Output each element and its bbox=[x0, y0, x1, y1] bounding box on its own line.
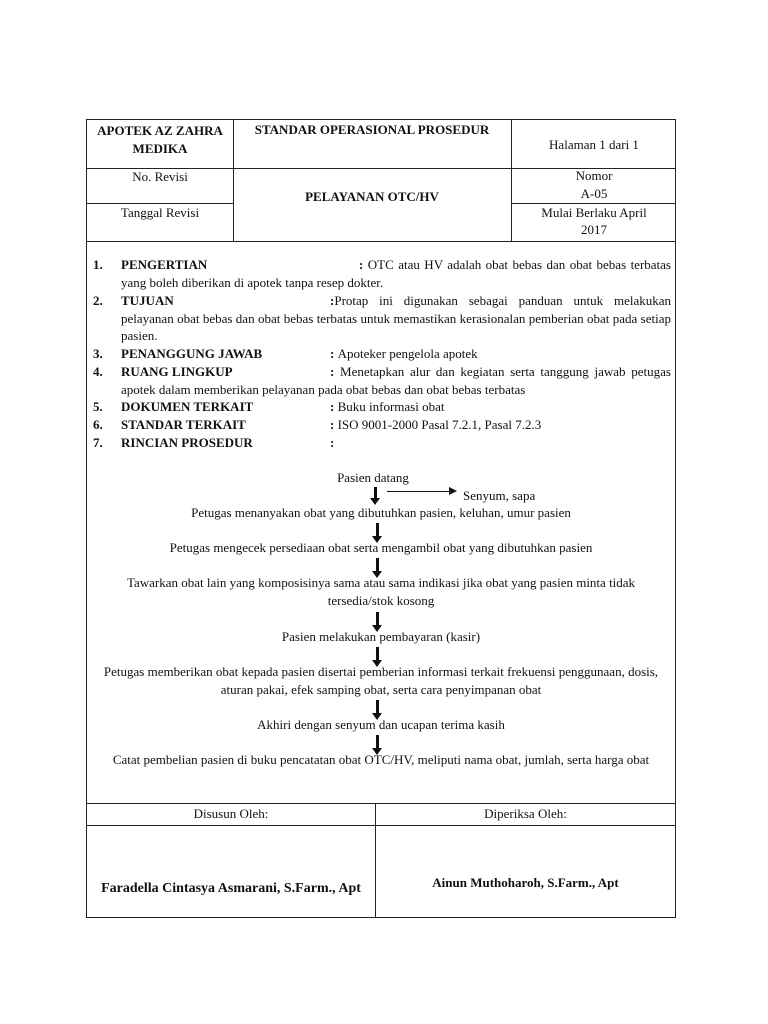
section-2: 2. TUJUAN :Protap ini digunakan sebagai panduan untuk melakukan pelayanan obat bebas dan obat bebas terbatas untuk memastikan kerasionalan pemberian obat pada setiap pasien. bbox=[93, 293, 671, 343]
section-heading: RUANG LINGKUP bbox=[121, 364, 233, 379]
section-number: 2. bbox=[93, 293, 103, 308]
section-5: 5. DOKUMEN TERKAIT : Buku informasi obat bbox=[93, 399, 445, 414]
section-heading: TUJUAN bbox=[121, 293, 174, 308]
section-text: Apoteker pengelola apotek bbox=[337, 346, 478, 361]
flow-start: Pasien datang bbox=[337, 470, 409, 485]
flow-step-2: Petugas mengecek persediaan obat serta mengambil obat yang dibutuhkan pasien bbox=[169, 540, 593, 555]
number-value: A-05 bbox=[580, 186, 608, 201]
prepared-by-label: Disusun Oleh: bbox=[193, 806, 269, 821]
doc-type: STANDAR OPERASIONAL PROSEDUR bbox=[254, 122, 490, 137]
section-text: Buku informasi obat bbox=[337, 399, 445, 414]
section-heading: PENGERTIAN bbox=[121, 257, 208, 272]
section-heading: RINCIAN PROSEDUR bbox=[121, 435, 253, 450]
flow-arrow bbox=[376, 647, 379, 661]
revision-date-label: Tanggal Revisi bbox=[120, 205, 200, 220]
section-heading: PENANGGUNG JAWAB bbox=[121, 346, 263, 361]
checked-by-name: Ainun Muthoharoh, S.Farm., Apt bbox=[432, 875, 619, 890]
effective-label: Mulai Berlaku April bbox=[541, 205, 647, 220]
effective-year: 2017 bbox=[581, 222, 607, 237]
revision-no-label: No. Revisi bbox=[132, 169, 188, 184]
section-number: 5. bbox=[93, 399, 103, 414]
section-text: Protap ini digunakan sebagai panduan untuk melakukan pelayanan obat bebas dan obat bebas terbatas untuk memastikan kerasionalan pemberian obat pada setiap pasien. bbox=[121, 293, 671, 343]
flow-step-7: Catat pembelian pasien di buku pencatatan obat OTC/HV, meliputi nama obat, jumlah, serta harga obat bbox=[112, 752, 650, 767]
doc-title: PELAYANAN OTC/HV bbox=[305, 189, 439, 204]
sop-document bbox=[86, 119, 676, 918]
side-arrow-head bbox=[449, 487, 457, 495]
number-label: Nomor bbox=[575, 168, 613, 183]
company-name: APOTEK AZ ZAHRA MEDIKA bbox=[97, 123, 223, 156]
page-info: Halaman 1 dari 1 bbox=[549, 137, 639, 152]
signature-table bbox=[87, 803, 675, 918]
body-content bbox=[87, 241, 675, 803]
section-heading: STANDAR TERKAIT bbox=[121, 417, 246, 432]
section-1: 1. PENGERTIAN : OTC atau HV adalah obat bebas dan obat bebas terbatas yang boleh diberikan di apotek tanpa resep dokter. bbox=[93, 257, 671, 290]
side-arrow-line bbox=[387, 491, 449, 492]
section-text: Menetapkan alur dan kegiatan serta tanggung jawab petugas apotek dalam memberikan pelayanan pada obat bebas dan obat bebas terbatas bbox=[121, 364, 671, 397]
flow-side-note: Senyum, sapa bbox=[463, 488, 536, 503]
section-number: 4. bbox=[93, 364, 103, 379]
flow-arrow bbox=[376, 523, 379, 537]
section-text: OTC atau HV adalah obat bebas dan obat bebas terbatas yang boleh diberikan di apotek tanpa resep dokter. bbox=[121, 257, 671, 290]
flow-arrow bbox=[376, 612, 379, 626]
section-3: 3. PENANGGUNG JAWAB : Apoteker pengelola apotek bbox=[93, 346, 478, 361]
section-text: ISO 9001-2000 Pasal 7.2.1, Pasal 7.2.3 bbox=[337, 417, 542, 432]
flow-step-6: Akhiri dengan senyum dan ucapan terima kasih bbox=[257, 717, 505, 732]
flow-arrow bbox=[376, 735, 379, 749]
flow-arrow bbox=[374, 487, 377, 499]
flow-step-1: Petugas menanyakan obat yang dibutuhkan pasien, keluhan, umur pasien bbox=[191, 505, 571, 520]
section-6: 6. STANDAR TERKAIT : ISO 9001-2000 Pasal 7.2.1, Pasal 7.2.3 bbox=[93, 417, 542, 432]
flow-step-3: Tawarkan obat lain yang komposisinya sama atau sama indikasi jika obat yang pasien minta tidak tersedia/stok kosong bbox=[126, 575, 636, 608]
flow-step-5: Petugas memberikan obat kepada pasien disertai pemberian informasi terkait frekuensi penggunaan, dosis, aturan pakai, efek samping obat, serta cara penyimpanan obat bbox=[103, 664, 659, 697]
flow-arrow bbox=[376, 558, 379, 572]
checked-by-label: Diperiksa Oleh: bbox=[484, 806, 567, 821]
section-number: 3. bbox=[93, 346, 103, 361]
flow-step-4: Pasien melakukan pembayaran (kasir) bbox=[281, 629, 481, 644]
section-number: 6. bbox=[93, 417, 103, 432]
section-7: 7. RINCIAN PROSEDUR : bbox=[93, 435, 335, 450]
section-4: 4. RUANG LINGKUP : Menetapkan alur dan kegiatan serta tanggung jawab petugas apotek dalam memberikan pelayanan pada obat bebas dan obat bebas terbatas bbox=[93, 364, 671, 397]
prepared-by-name: Faradella Cintasya Asmarani, S.Farm., Apt bbox=[101, 881, 361, 896]
section-number: 7. bbox=[93, 435, 103, 450]
section-heading: DOKUMEN TERKAIT bbox=[121, 399, 254, 414]
section-number: 1. bbox=[93, 257, 103, 272]
header-table bbox=[87, 120, 675, 242]
flow-arrow bbox=[376, 700, 379, 714]
